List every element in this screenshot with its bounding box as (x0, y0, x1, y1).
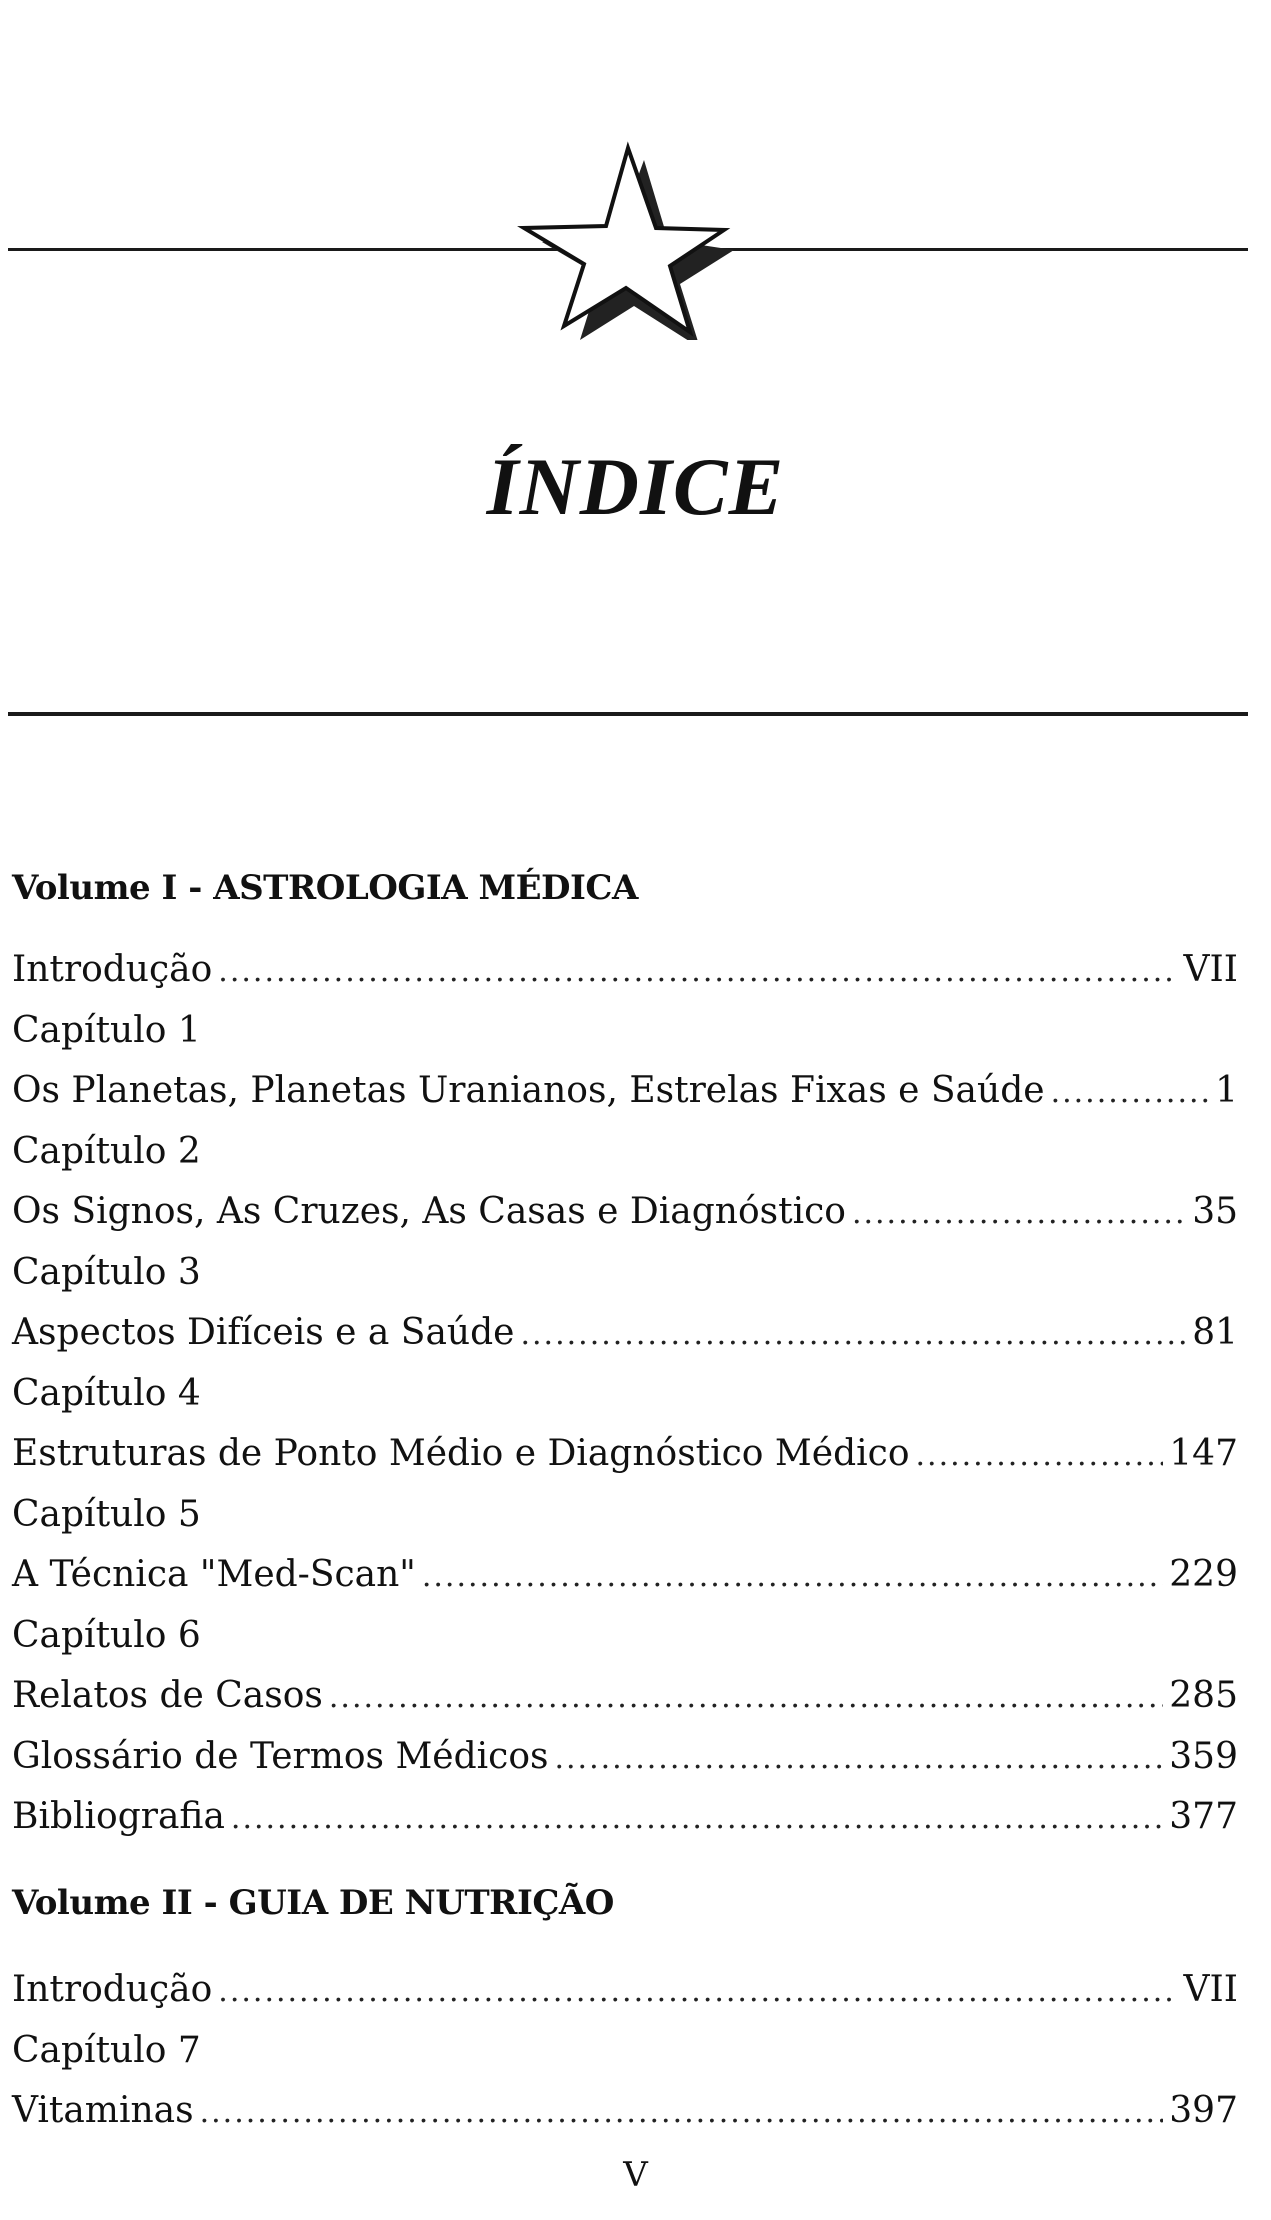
dot-leader (422, 1547, 1163, 1608)
toc-entry-page: 81 (1192, 1312, 1238, 1353)
dot-leader (520, 1305, 1186, 1366)
toc-entry-label: Capítulo 1 (12, 1009, 201, 1051)
dot-leader (554, 1729, 1163, 1790)
toc-entry-page: VII (1183, 1969, 1238, 2010)
toc-entry-label: Os Signos, As Cruzes, As Casas e Diagnóstico (12, 1191, 846, 1232)
volume-heading: Volume I - ASTROLOGIA MÉDICA (12, 868, 638, 908)
dot-leader (329, 1668, 1163, 1729)
toc-entry-page: 377 (1169, 1796, 1238, 1837)
toc-entry-page: 1 (1215, 1070, 1238, 1111)
toc-entry-label: Capítulo 3 (12, 1251, 201, 1293)
dot-leader (200, 2083, 1164, 2144)
toc-entry-label: Os Planetas, Planetas Uranianos, Estrelas Fixas e Saúde (12, 1070, 1045, 1111)
dot-leader (852, 1184, 1186, 1245)
toc-entry-label: Introdução (12, 1969, 213, 2010)
chapter-label (12, 1243, 1238, 1304)
page-title: ÍNDICE (486, 441, 785, 532)
bottom-rule (8, 712, 1248, 716)
toc-entry (12, 940, 1238, 1001)
chapter-label (12, 1606, 1238, 1667)
star-icon (510, 140, 740, 340)
dot-leader (218, 1962, 1177, 2023)
toc-entry-label: Bibliografia (12, 1796, 225, 1837)
toc-entry (12, 1061, 1238, 1122)
toc-entry-label: Glossário de Termos Médicos (12, 1735, 549, 1777)
toc-entry-label: Estruturas de Ponto Médio e Diagnóstico Médico (12, 1433, 910, 1474)
toc-entry-page: 359 (1169, 1735, 1238, 1777)
toc-entry (12, 1303, 1238, 1364)
toc-entry-label: Introdução (12, 949, 213, 990)
toc-entry-page: 229 (1169, 1554, 1238, 1595)
toc-entry (12, 1727, 1238, 1788)
toc-entry-label: Capítulo 7 (12, 2029, 201, 2071)
rule-gap (560, 248, 690, 251)
page-number: V (623, 2155, 648, 2195)
dot-leader (916, 1426, 1164, 1487)
dot-leader (218, 942, 1177, 1003)
toc-entry-label: Capítulo 6 (12, 1614, 201, 1656)
toc-entry-label: Vitaminas (12, 2090, 194, 2131)
toc-entry (12, 1960, 1238, 2021)
toc-list (12, 940, 1238, 1848)
toc-entry (12, 2081, 1238, 2142)
toc-list (12, 1960, 1238, 2142)
toc-entry-label: Capítulo 4 (12, 1372, 201, 1414)
toc-entry-label: Capítulo 2 (12, 1130, 201, 1172)
chapter-label (12, 1485, 1238, 1546)
toc-entry-page: 285 (1169, 1675, 1238, 1716)
chapter-label (12, 1001, 1238, 1062)
toc-entry-label: A Técnica "Med-Scan" (12, 1554, 416, 1595)
toc-entry (12, 1787, 1238, 1848)
toc-entry-page: 35 (1192, 1191, 1238, 1232)
chapter-label (12, 2021, 1238, 2082)
toc-entry (12, 1182, 1238, 1243)
chapter-label (12, 1122, 1238, 1183)
dot-leader (231, 1789, 1163, 1850)
chapter-label (12, 1364, 1238, 1425)
volume-heading: Volume II - GUIA DE NUTRIÇÃO (12, 1883, 614, 1923)
toc-entry (12, 1545, 1238, 1606)
toc-entry-label: Relatos de Casos (12, 1675, 323, 1716)
dot-leader (1051, 1063, 1210, 1124)
toc-entry (12, 1666, 1238, 1727)
toc-entry (12, 1424, 1238, 1485)
toc-entry-page: VII (1183, 949, 1238, 990)
toc-entry-page: 147 (1169, 1433, 1238, 1474)
toc-entry-label: Aspectos Difíceis e a Saúde (12, 1312, 515, 1353)
toc-entry-page: 397 (1169, 2090, 1238, 2131)
toc-entry-label: Capítulo 5 (12, 1493, 201, 1535)
